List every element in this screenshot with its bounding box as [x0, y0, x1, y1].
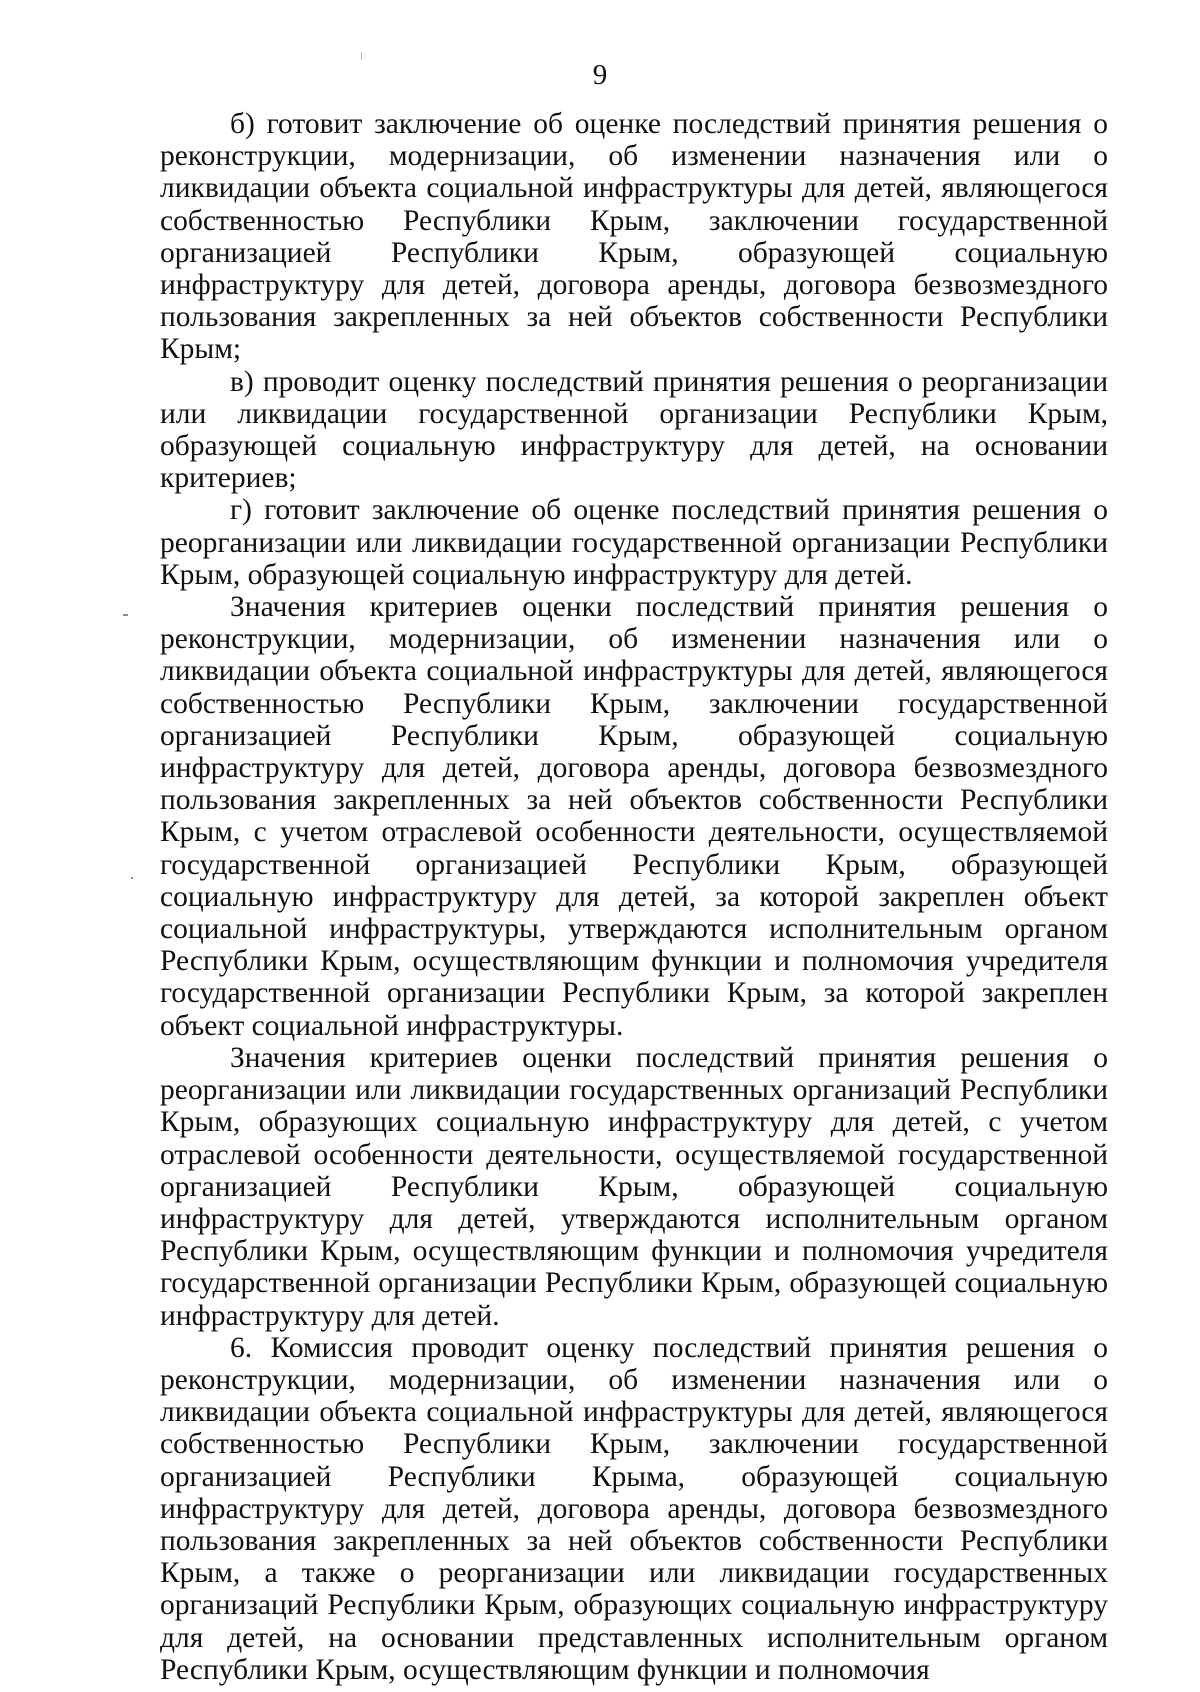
- page-number: 9: [592, 59, 608, 91]
- paragraph-item-b: б) готовит заключение об оценке последствий принятия решения о реконструкции, модернизации, об изменении назначения или о ликвидации объекта социальной инфраструктуры для детей, являющегося собственностью Республики Крым, заключении государственной организацией Республики Крым, образующей социальную инфраструктуру для детей, договора аренды, договора безвозмездного пользования закрепленных за ней объектов собственности Республики Крым;: [160, 108, 1108, 366]
- paragraph-criteria-reconstruction: Значения критериев оценки последствий принятия решения о реконструкции, модернизации, об изменении назначения или о ликвидации объекта социальной инфраструктуры для детей, являющегося собственностью Республики Крым, заключении государственной организацией Республики Крым, образующей социальную инфраструктуру для детей, договора аренды, договора безвозмездного пользования закрепленных за ней объектов собственности Республики Крым, с учетом отраслевой особенности деятельности, осуществляемой государственной организацией Республики Крым, образующей социальную инфраструктуру для детей, за которой закреплен объект социальной инфраструктуры, утверждаются исполнительным органом Республики Крым, осуществляющим функции и полномочия учредителя государственной организации Республики Крым, за которой закреплен объект социальной инфраструктуры.: [160, 591, 1108, 1042]
- scan-artifact-mark: [123, 614, 128, 616]
- scan-artifact-mark: [361, 52, 362, 60]
- paragraph-criteria-reorganization: Значения критериев оценки последствий принятия решения о реорганизации или ликвидации государственных организаций Республики Крым, образующих социальную инфраструктуру для детей, с учетом отраслевой особенности деятельности, осуществляемой государственной организацией Республики Крым, образующей социальную инфраструктуру для детей, утверждаются исполнительным органом Республики Крым, осуществляющим функции и полномочия учредителя государственной организации Республики Крым, образующей социальную инфраструктуру для детей.: [160, 1041, 1108, 1332]
- paragraph-item-v: в) проводит оценку последствий принятия решения о реорганизации или ликвидации государственной организации Республики Крым, образующей социальную инфраструктуру для детей, на основании критериев;: [160, 365, 1108, 495]
- paragraph-item-g: г) готовит заключение об оценке последствий принятия решения о реорганизации или ликвидации государственной организации Республики Крым, образующей социальную инфраструктуру для детей.: [160, 494, 1108, 591]
- scan-artifact-mark: [131, 877, 133, 879]
- document-body: [160, 108, 1108, 1686]
- paragraph-clause-6: 6. Комиссия проводит оценку последствий принятия решения о реконструкции, модернизации, об изменении назначения или о ликвидации объекта социальной инфраструктуры для детей, являющегося собственностью Республики Крым, заключении государственной организацией Республики Крыма, образующей социальную инфраструктуру для детей, договора аренды, договора безвозмездного пользования закрепленных за ней объектов собственности Республики Крым, а также о реорганизации или ликвидации государственных организаций Республики Крым, образующих социальную инфраструктуру для детей, на основании представленных исполнительным органом Республики Крым, осуществляющим функции и полномочия: [160, 1331, 1108, 1686]
